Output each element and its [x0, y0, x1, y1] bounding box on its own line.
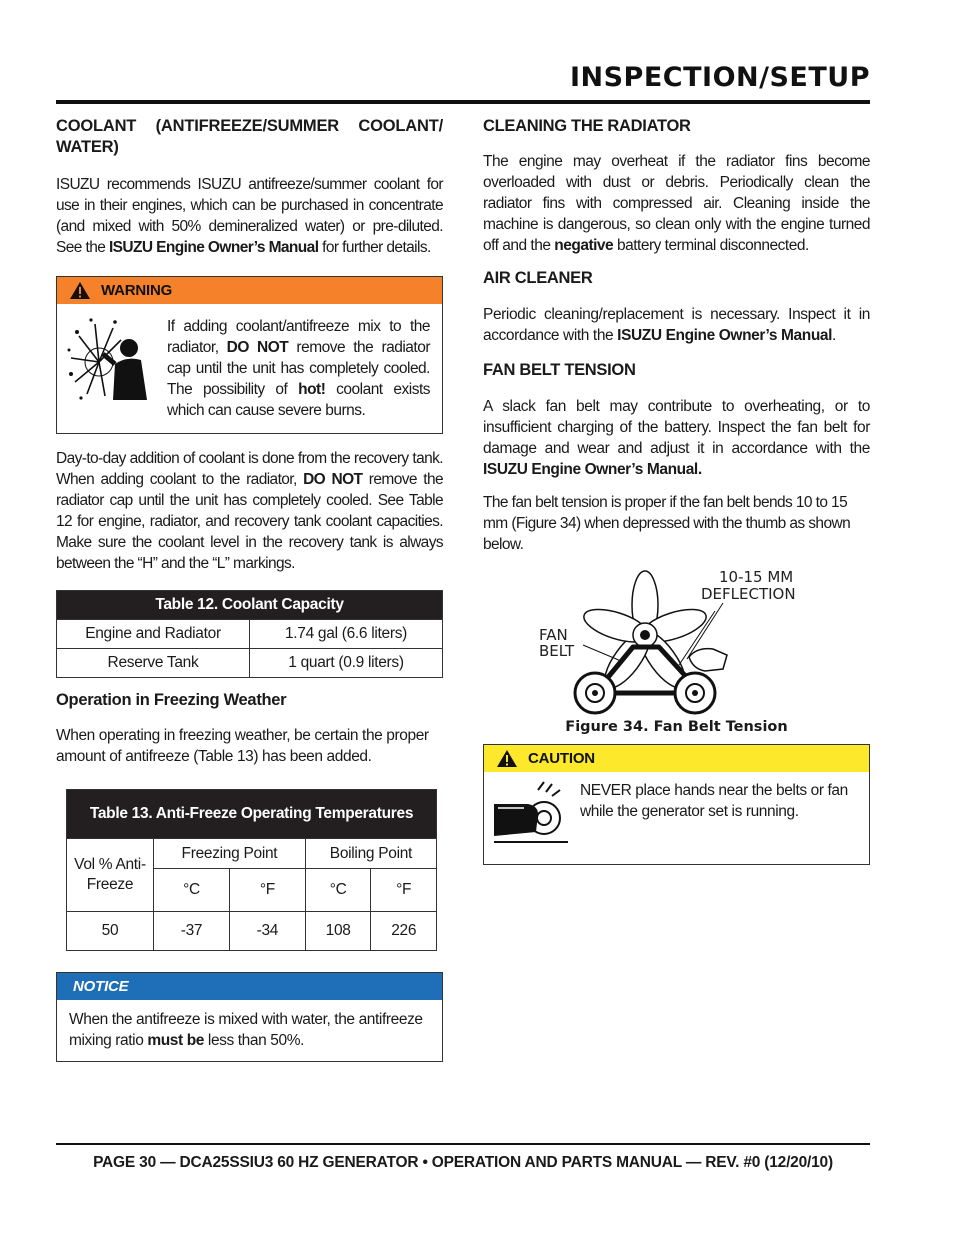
- radiator-heading: CLEANING THE RADIATOR: [483, 117, 691, 135]
- notice-box: [56, 972, 443, 1062]
- table-row: [67, 912, 437, 951]
- warning-header: WARNING: [57, 277, 442, 304]
- fan-belt-heading: FAN BELT TENSION: [483, 361, 636, 379]
- caution-box: [483, 744, 870, 865]
- table12-cell: 1 quart (0.9 liters): [250, 649, 443, 678]
- header-rule: [56, 100, 870, 104]
- table12-cell: Engine and Radiator: [57, 620, 250, 649]
- air-cleaner-heading: AIR CLEANER: [483, 269, 593, 287]
- freezing-text: When operating in freezing weather, be certain the proper amount of antifreeze (Table 13) has been added.: [56, 727, 429, 765]
- warning-text: If adding coolant/antifreeze mix to the radiator, DO NOT remove the radiator cap until the unit has completely cooled. The possibility of hot! coolant exists which can cause severe burns.: [167, 318, 430, 419]
- deflection-label: 10-15 MM DEFLECTION: [701, 568, 796, 603]
- table12-title: Table 12. Coolant Capacity: [57, 591, 443, 620]
- coolant-capacity-table: [56, 590, 443, 678]
- table13-unit: °F: [229, 869, 305, 912]
- warning-triangle-icon: [69, 281, 91, 300]
- fan-belt-text: A slack fan belt may contribute to overheating, or to insufficient charging of the battery. Inspect the fan belt for damage and wear and adjust it in accordance with the ISUZU Engine Owner’s Manual.: [483, 398, 870, 478]
- radiator-text: The engine may overheat if the radiator fins become overloaded with dust or debris. Periodically clean the radiator fins with compressed air. Cleaning inside the machine is dangerous, so clean only with the engine turned off and the negative battery terminal disconnected.: [483, 153, 870, 254]
- caution-header: CAUTION: [484, 745, 869, 772]
- table13-cell: 226: [371, 912, 437, 951]
- table13-col-vol: Vol % Anti- Freeze: [67, 839, 154, 912]
- warning-box: [56, 276, 443, 434]
- table13-unit: °F: [371, 869, 437, 912]
- table13-cell: 108: [305, 912, 371, 951]
- table-row: [57, 620, 443, 649]
- fan-belt-tension-text: The fan belt tension is proper if the fan belt bends 10 to 15 mm (Figure 34) when depressed with the thumb as shown below.: [483, 494, 851, 553]
- table-row: [57, 649, 443, 678]
- table13-title: Table 13. Anti-Freeze Operating Temperatures: [67, 790, 437, 839]
- table13-unit: °C: [154, 869, 230, 912]
- warning-triangle-icon: [496, 749, 518, 768]
- table13-cell: 50: [67, 912, 154, 951]
- notice-header: NOTICE: [57, 973, 442, 1000]
- air-cleaner-text: Periodic cleaning/replacement is necessary. Inspect it in accordance with the ISUZU Engine Owner’s Manual.: [483, 306, 870, 344]
- coolant-heading: COOLANT (ANTIFREEZE/SUMMER COOLANT/ WATER): [56, 117, 443, 156]
- table12-cell: 1.74 gal (6.6 liters): [250, 620, 443, 649]
- coolant-intro: ISUZU recommends ISUZU antifreeze/summer coolant for use in their engines, which can be purchased in concentrate (and mixed with 50% demineralized water) or pre-diluted. See the ISUZU Engine Owner’s Manual for further details.: [56, 176, 443, 256]
- notice-text: When the antifreeze is mixed with water, the antifreeze mixing ratio must be less than 50%.: [69, 1011, 423, 1049]
- fan-belt-figure: [483, 565, 870, 717]
- hot-coolant-burn-icon: [65, 314, 151, 404]
- daily-coolant-text: Day-to-day addition of coolant is done from the recovery tank. When adding coolant to the radiator, DO NOT remove the radiator cap until the unit has completely cooled. See Table 12 for engine, radiator, and recovery tank coolant capacities. Make sure the coolant level in the recovery tank is always between the “H” and the “L” markings.: [56, 450, 443, 572]
- page-footer: PAGE 30 — DCA25SSIU3 60 HZ GENERATOR • OPERATION AND PARTS MANUAL — REV. #0 (12/20/10): [93, 1154, 833, 1171]
- table13-unit: °C: [305, 869, 371, 912]
- fan-belt-label: FAN BELT: [539, 626, 575, 660]
- table13-cell: -37: [154, 912, 230, 951]
- table12-cell: Reserve Tank: [57, 649, 250, 678]
- footer-rule: [56, 1143, 870, 1145]
- figure-caption: Figure 34. Fan Belt Tension: [565, 719, 788, 735]
- hand-entanglement-icon: [494, 780, 568, 850]
- table13-col-boil: Boiling Point: [305, 839, 436, 869]
- left-column: [56, 116, 443, 1062]
- table13-col-freeze: Freezing Point: [154, 839, 306, 869]
- caution-text: NEVER place hands near the belts or fan while the generator set is running.: [580, 782, 848, 820]
- freezing-heading: Operation in Freezing Weather: [56, 691, 287, 709]
- right-column: [483, 116, 870, 865]
- antifreeze-table: [66, 789, 437, 951]
- table13-cell: -34: [229, 912, 305, 951]
- page-title: INSPECTION/SETUP: [569, 62, 870, 93]
